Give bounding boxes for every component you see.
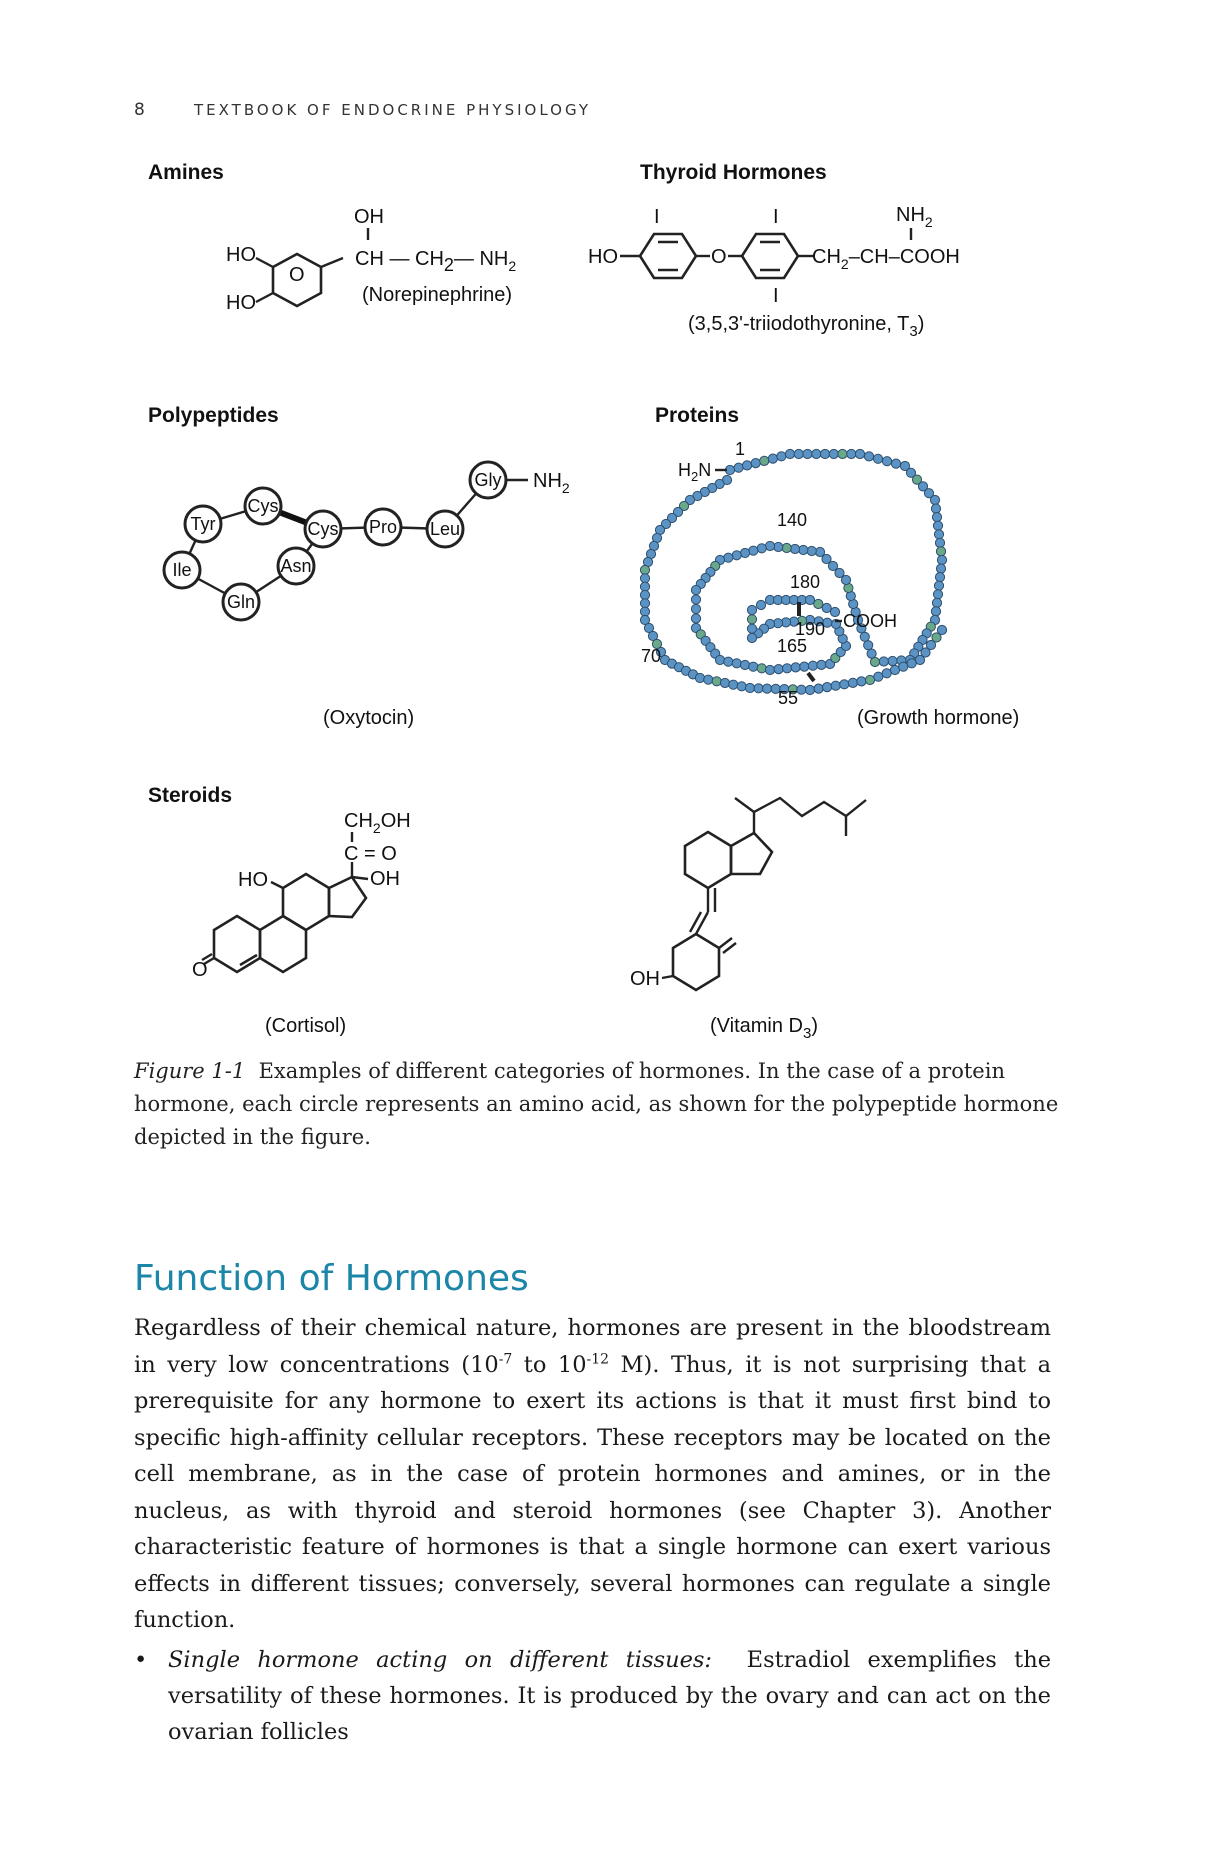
cortisol-name: (Cortisol) — [265, 1015, 347, 1037]
amino-acid-bead — [720, 678, 729, 687]
amino-acid-bead — [740, 660, 749, 669]
vitamin-d3-structure — [630, 798, 866, 1042]
amino-acid-bead — [774, 665, 783, 674]
amino-acid-bead — [814, 684, 823, 693]
figure-1-1 — [130, 150, 1070, 1050]
bond — [256, 293, 273, 302]
disulfide-bond — [808, 673, 814, 681]
label-steroids: Steroids — [148, 784, 233, 807]
chain-label: CH — CH2— $NH_2$ — [355, 248, 517, 275]
amino-acid-bead — [768, 454, 777, 463]
amino-acid-bead — [800, 662, 809, 671]
carbonyl-label: C = O — [344, 843, 397, 865]
amino-acid-bead — [740, 548, 749, 557]
amino-acid-bead — [732, 551, 741, 560]
side-chain — [735, 798, 754, 833]
hormone-structures-figure — [130, 150, 1070, 1050]
growth-hormone-name: (Growth hormone) — [857, 707, 1020, 729]
amino-acid-bead — [934, 530, 943, 539]
amino-acid-bead — [757, 664, 766, 673]
amino-acid-bead — [838, 449, 847, 458]
ether-o-label: O — [711, 246, 727, 268]
residue-label: Ile — [172, 560, 192, 580]
ho-label: HO — [588, 246, 618, 268]
amino-acid-bead — [803, 449, 812, 458]
amino-acid-bead — [734, 463, 743, 472]
amino-acid-bead — [899, 662, 908, 671]
ring-c — [283, 874, 329, 930]
amino-acid-bead — [864, 452, 873, 461]
amino-acid-bead — [937, 625, 946, 634]
iodine-label: I — [773, 285, 779, 307]
ring-a — [673, 934, 719, 990]
chain-label: $CH_2-CH$–COOH — [812, 246, 960, 272]
amino-acid-bead — [930, 495, 939, 504]
amino-acid-bead — [936, 547, 945, 556]
residue-label: Cys — [247, 496, 279, 516]
amino-acid-bead — [691, 595, 700, 604]
amino-acid-bead — [848, 678, 857, 687]
cooh-label: COOH — [843, 611, 897, 631]
amino-acid-bead — [933, 590, 942, 599]
amino-acid-bead — [763, 684, 772, 693]
amino-acid-bead — [932, 513, 941, 522]
bullet-text: Single hormone acting on different tissues: Estradiol exemplifies the versatility of these hormones. It is produced by the ovary and can act on the ovarian follicles — [168, 1647, 1052, 1745]
residue-label: Gln — [226, 592, 256, 612]
position-1: 1 — [735, 439, 746, 459]
ring-d — [731, 833, 772, 874]
amino-acid-bead — [831, 681, 840, 690]
residue-label: Leu — [429, 519, 461, 539]
ring-d — [329, 877, 366, 917]
running-head — [134, 100, 591, 120]
amino-acid-bead — [749, 546, 758, 555]
amino-acid-bead — [774, 542, 783, 551]
amino-acid-bead — [756, 600, 765, 609]
amino-acid-bead — [882, 457, 891, 466]
amino-acid-bead — [745, 683, 754, 692]
oxytocin-structure — [164, 462, 570, 729]
position-165: 165 — [777, 636, 808, 656]
amino-acid-bead — [935, 573, 944, 582]
amino-acid-bead — [760, 456, 769, 465]
amino-acid-bead — [695, 673, 704, 682]
residue-label: Cys — [307, 519, 339, 539]
amino-acid-bead — [737, 682, 746, 691]
residue-label: Pro — [368, 517, 398, 537]
iodine-label: I — [654, 206, 660, 228]
figure-number: Figure 1-1 — [134, 1059, 246, 1083]
position-70: 70 — [641, 646, 662, 666]
amino-acid-bead — [783, 664, 792, 673]
bond — [256, 258, 273, 267]
amino-acid-bead — [870, 657, 879, 666]
amino-acid-bead — [935, 538, 944, 547]
amino-acid-bead — [814, 599, 823, 608]
bond — [662, 976, 673, 978]
amino-acid-bead — [937, 555, 946, 564]
amino-acid-bead — [857, 677, 866, 686]
ketone-o-label: O — [192, 959, 208, 981]
residue-label: Gly — [474, 470, 502, 490]
amino-acid-bead — [805, 595, 814, 604]
position-180: 180 — [790, 572, 821, 592]
amino-acid-bead — [812, 449, 821, 458]
amino-acid-bead — [855, 449, 864, 458]
ho-label: HO — [238, 869, 268, 891]
amino-acid-bead — [791, 663, 800, 672]
amino-acid-bead — [704, 675, 713, 684]
amino-acid-bead — [840, 680, 849, 689]
amino-acid-bead — [732, 659, 741, 668]
amino-acid-bead — [936, 564, 945, 573]
amino-acid-bead — [640, 599, 649, 608]
amino-acid-bead — [749, 662, 758, 671]
ho-label: HO — [226, 292, 256, 314]
bond — [696, 912, 708, 934]
outer-ring — [742, 234, 798, 278]
t3-name: (3,5,3'-triiodothyronine, $T_3$) — [688, 313, 925, 340]
t3-structure — [588, 204, 960, 340]
amino-acid-bead — [691, 585, 700, 594]
amino-acid-bead — [891, 459, 900, 468]
amino-acid-bead — [640, 574, 649, 583]
amino-acid-bead — [932, 598, 941, 607]
amino-acid-bead — [724, 553, 733, 562]
amino-acid-bead — [807, 546, 816, 555]
amino-acid-bead — [879, 657, 888, 666]
bullet-lead: Single hormone acting on different tissues: — [168, 1647, 713, 1673]
amino-acid-bead — [785, 449, 794, 458]
amino-acid-bead — [765, 541, 774, 550]
position-140: 140 — [777, 510, 808, 530]
bond — [271, 882, 283, 888]
position-190: 190 — [795, 619, 826, 639]
amino-acid-bead — [765, 665, 774, 674]
amino-acid-bead — [808, 661, 817, 670]
amino-acid-bead — [823, 683, 832, 692]
ho-label: HO — [226, 244, 256, 266]
amino-acid-bead — [754, 684, 763, 693]
amino-acid-bead — [747, 605, 756, 614]
amino-acid-bead — [715, 655, 724, 664]
amino-acid-bead — [931, 504, 940, 513]
amino-acid-bead — [888, 656, 897, 665]
residue-label: Tyr — [190, 514, 216, 534]
position-55: 55 — [778, 688, 799, 708]
amino-acid-bead — [830, 607, 839, 616]
h2n-label: $H_2N$ — [678, 460, 712, 484]
amino-acid-bead — [797, 685, 806, 694]
amino-acid-bead — [799, 545, 808, 554]
nh2-label: $NH_2$ — [896, 204, 933, 230]
bond — [321, 258, 343, 267]
cortisol-structure — [192, 810, 411, 1037]
amino-acid-bead — [790, 544, 799, 553]
vitamin-d3-name: (Vitamin $D_3$) — [710, 1015, 819, 1042]
iodine-label: I — [773, 206, 779, 228]
oxytocin-name: (Oxytocin) — [323, 707, 415, 729]
caption-text: Examples of different categories of hormones. In the case of a protein hormone, each circle represents an amino acid, as shown for the polypeptide hormone depicted in the figure. — [134, 1059, 1059, 1149]
amino-acid-bead — [777, 452, 786, 461]
ring-o-label: O — [289, 264, 305, 286]
amino-acid-bead — [933, 521, 942, 530]
amino-acid-bead — [751, 459, 760, 468]
ch2oh-label: $CH_2OH$ — [344, 810, 411, 836]
oh-label: OH — [354, 206, 384, 228]
section-title: Function of Hormones — [134, 1257, 529, 1299]
amino-acid-bead — [874, 672, 883, 681]
ring-c — [685, 832, 731, 888]
label-proteins: Proteins — [655, 404, 740, 427]
figure-caption — [134, 1055, 1059, 1154]
amino-acid-bead — [805, 685, 814, 694]
running-title: TEXTBOOK OF ENDOCRINE PHYSIOLOGY — [194, 101, 592, 119]
oh-label: OH — [630, 968, 660, 990]
amino-acid-bead — [724, 657, 733, 666]
amino-acid-bead — [864, 641, 873, 650]
amino-acid-bead — [757, 544, 766, 553]
amino-acid-bead — [729, 680, 738, 689]
amino-acid-bead — [815, 547, 824, 556]
amino-acid-bead — [820, 449, 829, 458]
oh-label: OH — [370, 868, 400, 890]
amino-acid-bead — [867, 649, 876, 658]
label-thyroid: Thyroid Hormones — [640, 161, 827, 184]
side-chain — [754, 798, 866, 816]
bullet-item — [134, 1642, 1051, 1750]
amino-acid-bead — [712, 677, 721, 686]
amino-acid-bead — [743, 461, 752, 470]
growth-hormone-structure — [640, 439, 1019, 729]
amino-acid-bead — [822, 603, 831, 612]
amino-acid-bead — [747, 624, 756, 633]
page-number: 8 — [134, 100, 145, 120]
norepinephrine-structure — [226, 206, 516, 314]
bullet-dot: • — [134, 1647, 148, 1673]
amino-acid-bead — [782, 543, 791, 552]
amino-acid-bead — [829, 449, 838, 458]
amino-acid-bead — [934, 581, 943, 590]
amino-acid-bead — [747, 615, 756, 624]
amino-acid-bead — [747, 633, 756, 642]
label-polypeptides: Polypeptides — [148, 404, 279, 427]
amino-acid-bead — [691, 604, 700, 613]
ring-a — [214, 916, 260, 972]
inner-ring — [640, 234, 696, 278]
amino-acid-bead — [817, 660, 826, 669]
body-paragraph: Regardless of their chemical nature, hormones are present in the bloodstream in very low concentrations ($10^{-7}$ to $10^{-12}$ M). Thus, it is not surprising that a prerequisite for any hormone to exert its actions is that it must first bind to specific high-affinity cellular receptors. These receptors may be located on the cell membrane, as in the case of protein hormones and amines, or in the nucleus, as with thyroid and steroid hormones (see Chapter 3). Another characteristic feature of hormones is that a single hormone can exert various effects in different tissues; conversely, several hormones can regulate a single function. — [134, 1315, 1051, 1633]
amino-acid-bead — [873, 454, 882, 463]
amino-acid-bead — [931, 607, 940, 616]
label-amines: Amines — [148, 161, 224, 184]
amino-acid-bead — [794, 449, 803, 458]
amino-acid-bead — [860, 632, 869, 641]
norepinephrine-name: (Norepinephrine) — [362, 284, 513, 306]
residue-label: Asn — [280, 556, 312, 576]
amino-acid-bead — [691, 614, 700, 623]
nh2-label: $NH_2$ — [533, 470, 570, 496]
amino-acid-bead — [847, 449, 856, 458]
